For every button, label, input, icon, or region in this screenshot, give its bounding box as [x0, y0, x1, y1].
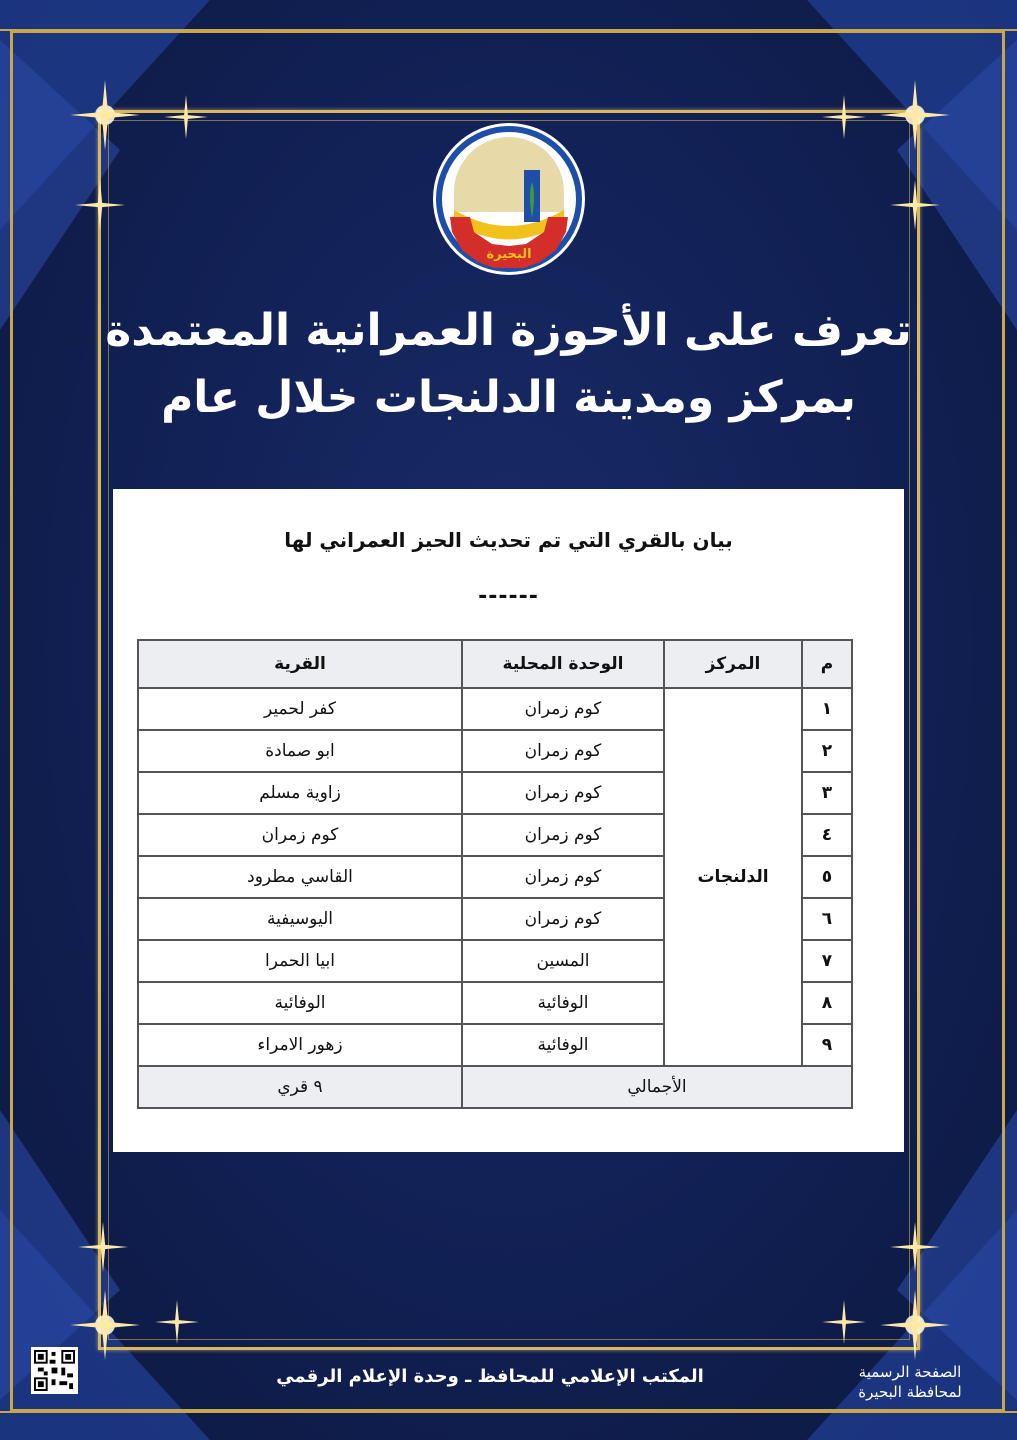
row-number: ٤ [802, 814, 852, 856]
qr-code-icon[interactable] [31, 1347, 78, 1394]
logo-text: البحيرة [486, 247, 532, 262]
header-village: القرية [138, 640, 462, 688]
village-cell: كفر لحمير [138, 688, 462, 730]
sparkle-icon [164, 95, 208, 139]
footer-media-office: المكتب الإعلامي للمحافظ ـ وحدة الإعلام الرقمي [276, 1366, 704, 1387]
village-cell: القاسي مطرود [138, 856, 462, 898]
sparkle-icon [822, 1300, 866, 1344]
table-total-row [138, 1066, 852, 1108]
row-number: ٣ [802, 772, 852, 814]
row-number: ٩ [802, 1024, 852, 1066]
governorate-logo [432, 122, 586, 276]
row-number: ٦ [802, 898, 852, 940]
local-unit-cell: كوم زمران [462, 898, 664, 940]
table-header-row [138, 640, 852, 688]
sparkle-icon [880, 1290, 950, 1360]
village-cell: ابو صمادة [138, 730, 462, 772]
header-local-unit: الوحدة المحلية [462, 640, 664, 688]
row-number: ٨ [802, 982, 852, 1024]
village-cell: ابيا الحمرا [138, 940, 462, 982]
sparkle-icon [890, 1222, 940, 1272]
sparkle-icon [822, 95, 866, 139]
poster-title-line2: بمركز ومدينة الدلنجات خلال عام [161, 372, 856, 423]
sparkle-icon [70, 80, 140, 150]
local-unit-cell: المسين [462, 940, 664, 982]
sparkle-icon [880, 80, 950, 150]
village-cell: الوفائية [138, 982, 462, 1024]
local-unit-cell: كوم زمران [462, 856, 664, 898]
header-number: م [802, 640, 852, 688]
villages-table [137, 639, 853, 1109]
footer-official-page [820, 1362, 1000, 1402]
local-unit-cell: كوم زمران [462, 772, 664, 814]
sparkle-icon [155, 1300, 199, 1344]
local-unit-cell: كوم زمران [462, 688, 664, 730]
sparkle-icon [78, 1222, 128, 1272]
sparkle-icon [70, 1290, 140, 1360]
document-heading: بيان بالقري التي تم تحديث الحيز العمراني لها [284, 528, 733, 552]
village-cell: اليوسيفية [138, 898, 462, 940]
local-unit-cell: الوفائية [462, 982, 664, 1024]
poster-title-line1: تعرف على الأحوزة العمرانية المعتمدة [105, 305, 912, 356]
total-value-cell: ٩ قري [138, 1066, 462, 1108]
row-number: ٧ [802, 940, 852, 982]
footer-official-line2: لمحافظة البحيرة [858, 1383, 962, 1401]
village-cell: زهور الامراء [138, 1024, 462, 1066]
footer-official-line1: الصفحة الرسمية [858, 1363, 962, 1381]
village-cell: زاوية مسلم [138, 772, 462, 814]
row-number: ٢ [802, 730, 852, 772]
local-unit-cell: الوفائية [462, 1024, 664, 1066]
table-row [138, 688, 852, 730]
total-label-cell: الأجمالي [462, 1066, 852, 1108]
center-name-cell: الدلنجات [664, 688, 802, 1066]
row-number: ١ [802, 688, 852, 730]
local-unit-cell: كوم زمران [462, 730, 664, 772]
sparkle-icon [890, 180, 940, 230]
header-center: المركز [664, 640, 802, 688]
sparkle-icon [75, 180, 125, 230]
heading-separator: ------ [478, 584, 539, 609]
row-number: ٥ [802, 856, 852, 898]
village-cell: كوم زمران [138, 814, 462, 856]
local-unit-cell: كوم زمران [462, 814, 664, 856]
